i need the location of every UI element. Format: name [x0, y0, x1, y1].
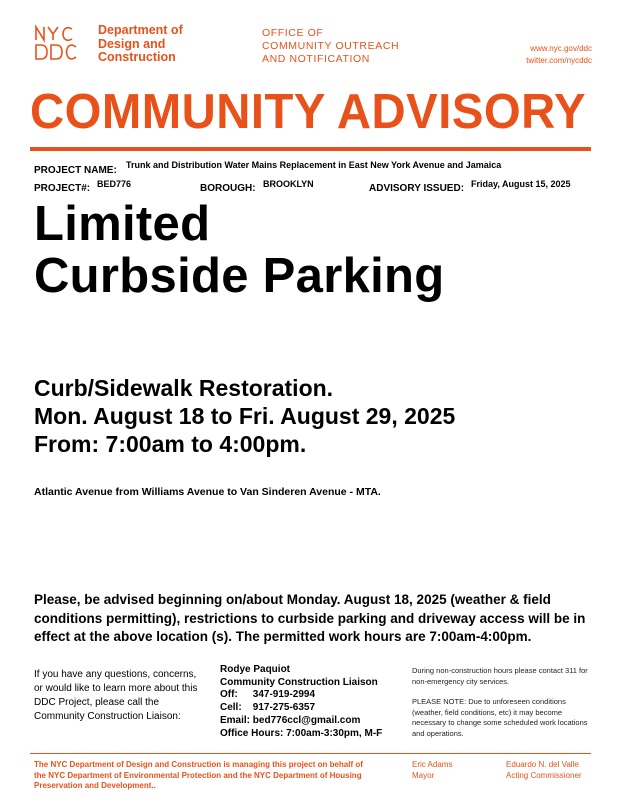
work-dates: Mon. August 18 to Fri. August 29, 2025 — [34, 403, 456, 429]
office-phone[interactable]: 347-919-2994 — [252, 689, 316, 701]
footer-divider — [30, 753, 591, 754]
project-number-value: BED776 — [97, 179, 132, 189]
twitter-link[interactable]: twitter.com/nycddc — [526, 56, 592, 65]
page-title — [34, 198, 445, 302]
mayor-title: Mayor — [412, 770, 435, 780]
off-hours-note: During non-construction hours please contact 311 for non-emergency city services. — [412, 666, 588, 686]
office-name — [262, 27, 399, 66]
title-line: Limited — [34, 197, 211, 251]
header-divider — [30, 147, 591, 151]
community-advisory-banner: COMMUNITY ADVISORY — [30, 85, 587, 139]
commissioner-title: Acting Commissioner — [506, 770, 582, 780]
mayor-name: Eric Adams — [412, 760, 453, 769]
office-line: AND NOTIFICATION — [262, 53, 370, 65]
liaison-contact — [220, 664, 382, 740]
work-type: Curb/Sidewalk Restoration. — [34, 375, 334, 401]
dept-line: Construction — [98, 50, 176, 64]
commissioner-signature — [506, 760, 582, 781]
dept-line: Design and — [98, 36, 166, 51]
liaison-email[interactable]: Email: bed776ccl@gmail.com — [220, 714, 361, 726]
please-note: PLEASE NOTE: Due to unforeseen conditions (weather, field conditions, etc) it may become necessary to change some scheduled work locations and operations. — [412, 697, 588, 738]
project-name-value: Trunk and Distribution Water Mains Replacement in East New York Avenue and Jamaica — [126, 160, 502, 170]
notes — [412, 666, 597, 739]
liaison-name: Rodye Paquiot — [220, 664, 291, 675]
nyc-ddc-logo — [34, 24, 94, 62]
cell-phone-label: Cell: — [220, 702, 242, 714]
office-phone-row — [220, 689, 382, 702]
mayor-signature — [412, 760, 452, 781]
dept-line: Department of — [98, 23, 183, 37]
department-name — [98, 24, 183, 65]
advisory-issued-value: Friday, August 15, 2025 — [471, 179, 571, 189]
web-links — [526, 43, 592, 67]
work-schedule — [34, 374, 455, 458]
work-hours: From: 7:00am to 4:00pm. — [34, 431, 307, 457]
project-name-label: PROJECT NAME: — [34, 165, 117, 176]
office-line: OFFICE OF — [262, 27, 324, 39]
contact-intro: If you have any questions, concerns, or would like to learn more about this DDC Project, please call the Community Construction Liaison: — [34, 669, 198, 722]
work-location: Atlantic Avenue from Williams Avenue to Van Sinderen Avenue - MTA. — [34, 486, 381, 498]
cell-phone-row — [220, 702, 382, 715]
managing-statement: The NYC Department of Design and Construction is managing this project on behalf of the NYC Department of Environmental Protection and the NYC Department of Housing Preservation and Development.. — [34, 760, 363, 790]
title-line: Curbside Parking — [34, 249, 445, 303]
office-phone-label: Off: — [220, 689, 238, 701]
website-link[interactable]: www.nyc.gov/ddc — [530, 44, 592, 53]
advisory-issued-label: ADVISORY ISSUED: — [369, 183, 465, 194]
borough-label: BOROUGH: — [200, 183, 256, 194]
office-hours: Office Hours: 7:00am-3:30pm, M-F — [220, 727, 383, 739]
cell-phone[interactable]: 917-275-6357 — [252, 702, 316, 714]
office-line: COMMUNITY OUTREACH — [262, 40, 400, 52]
project-number-label: PROJECT#: — [34, 183, 91, 194]
borough-value: BROOKLYN — [263, 179, 314, 189]
advisory-notice: Please, be advised beginning on/about Monday. August 18, 2025 (weather & field conditions permitting), restrictions to curbside parking and driveway access will be in effect at the above location (s). The permitted work hours are 7:00am-4:00pm. — [34, 592, 586, 644]
commissioner-name: Eduardo N. del Valle — [506, 760, 579, 769]
liaison-role: Community Construction Liaison — [220, 676, 378, 688]
